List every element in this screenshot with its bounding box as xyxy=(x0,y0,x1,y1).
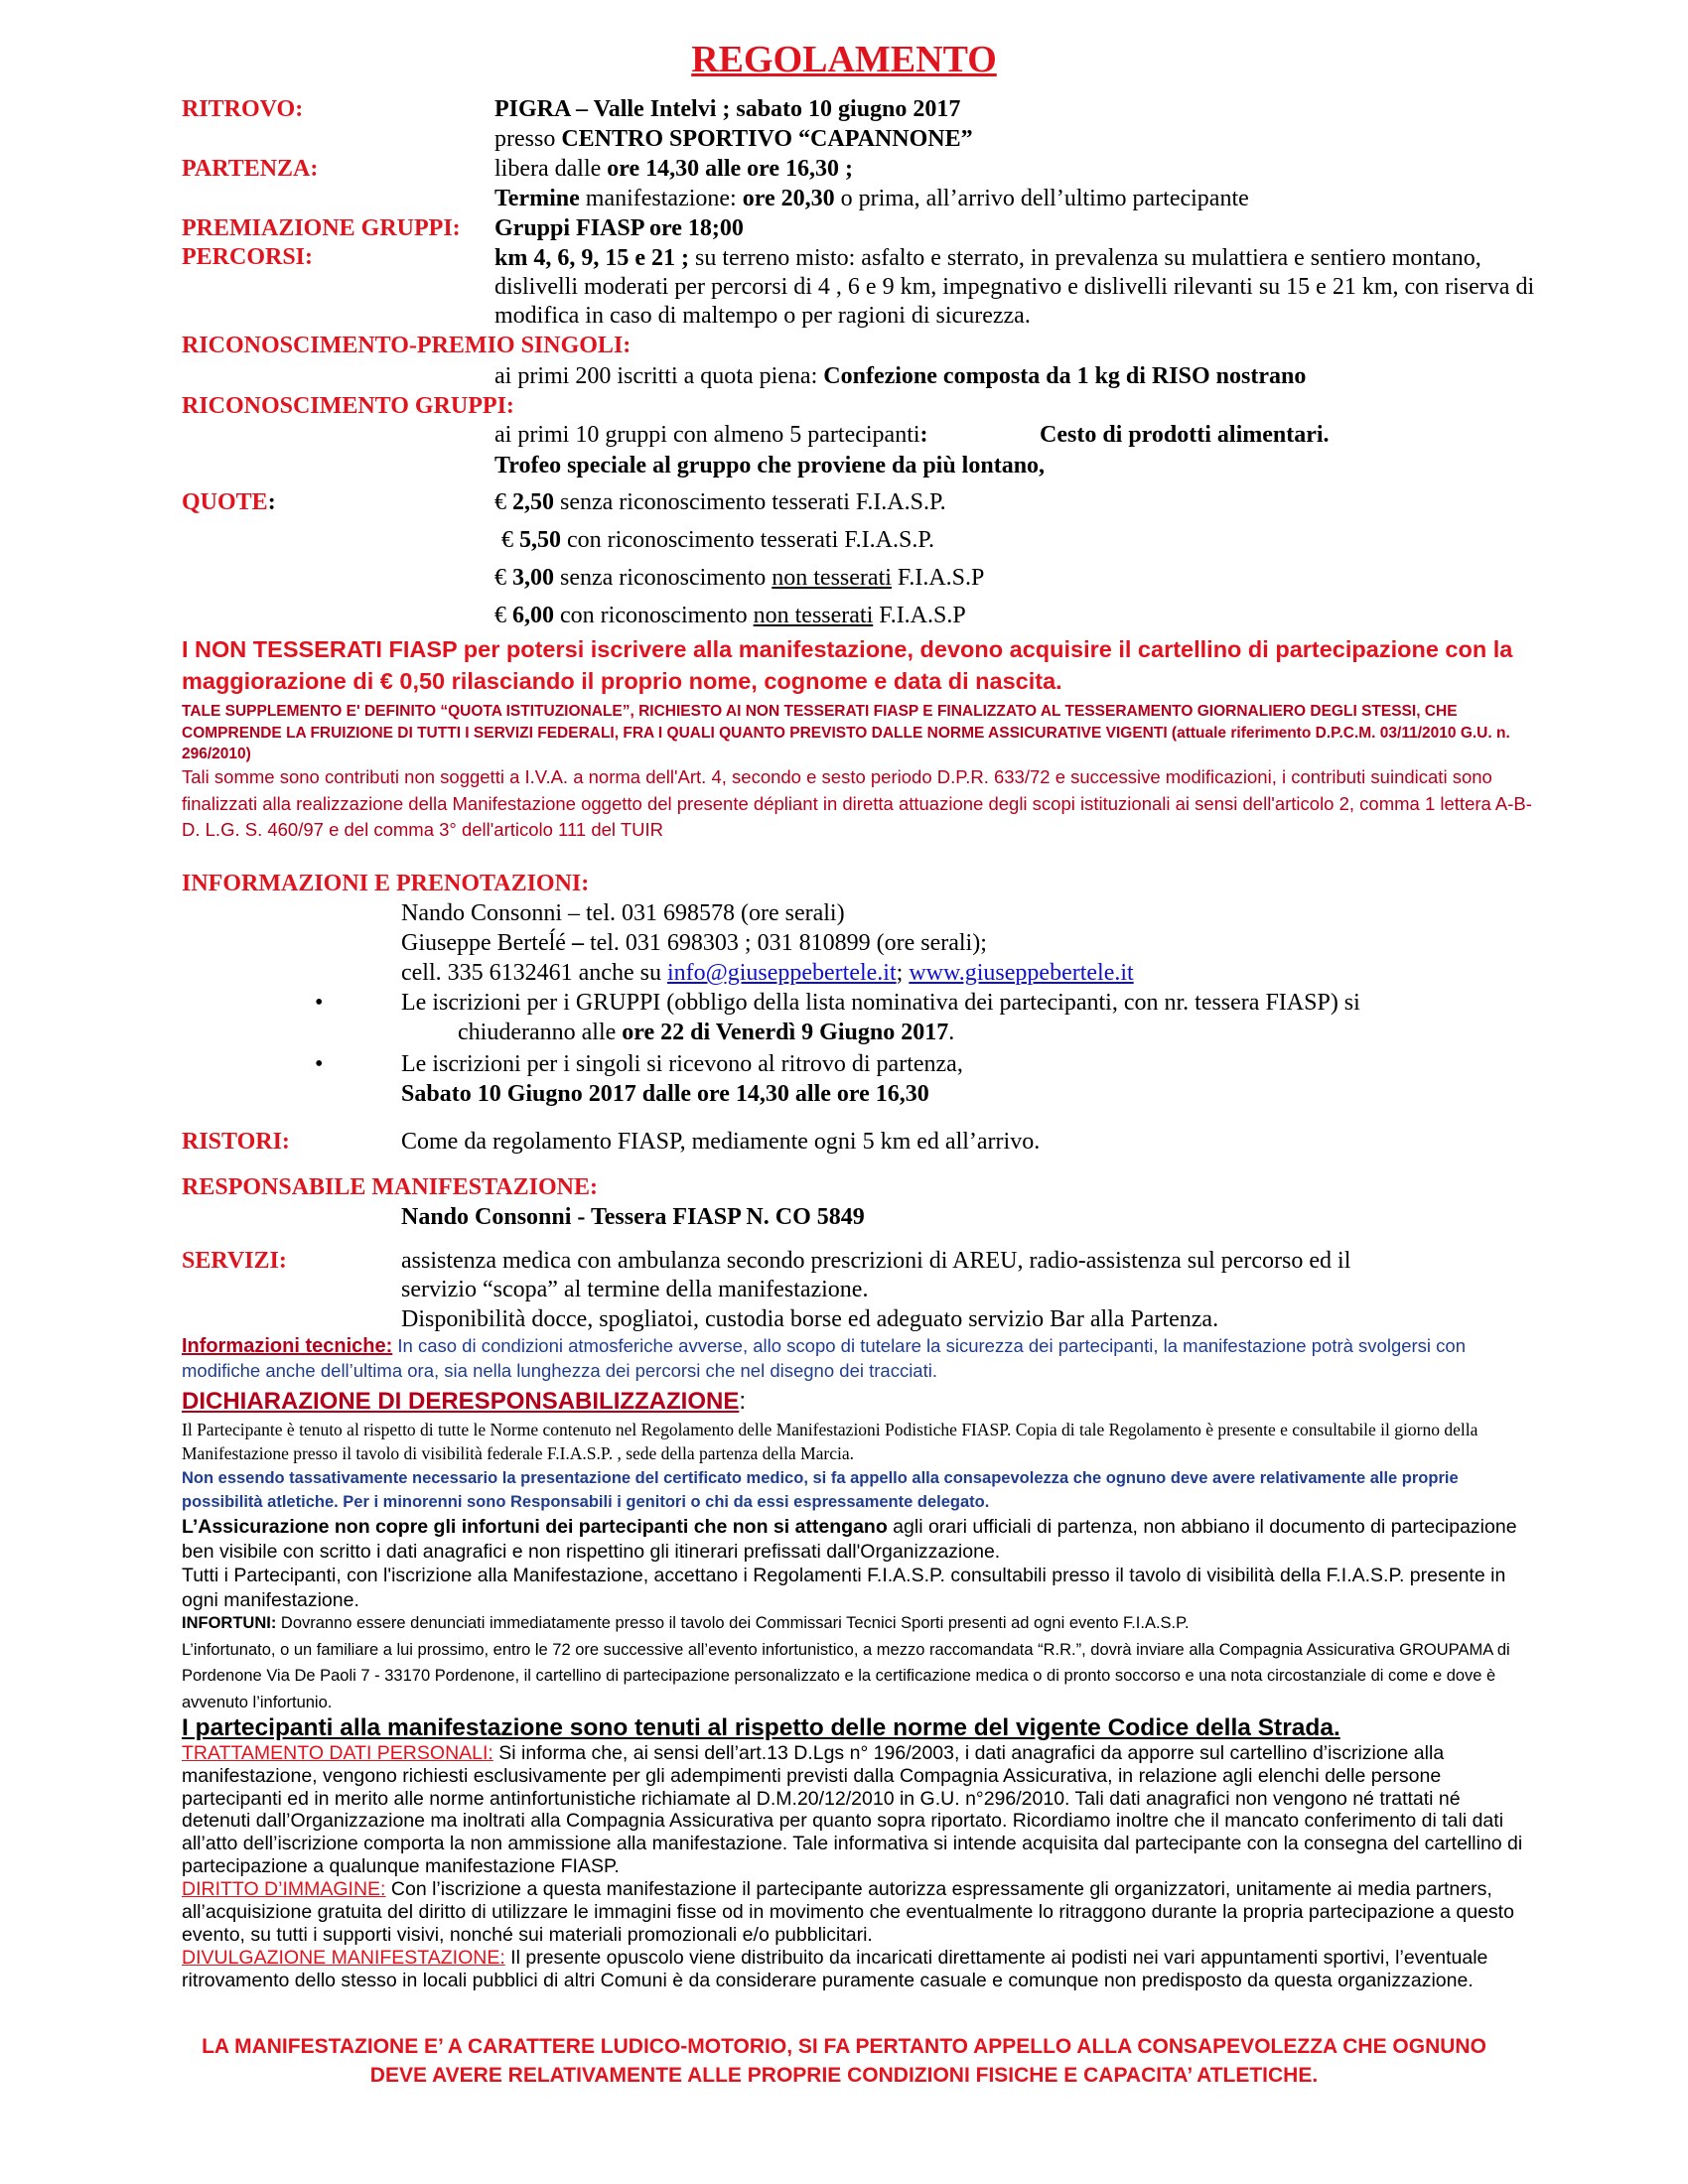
bullet-1: • xyxy=(315,990,324,1016)
ric-gruppi-label: RICONOSCIMENTO GRUPPI: xyxy=(182,393,514,419)
dichiarazione-p1: Il Partecipante è tenuto al rispetto di tutte le Norme contenuto nel Regolamento delle Manifestazioni Podistiche FIASP. Copia di tale Regolamento è presente e consultabile il giorno della Manifestazione presso il tavolo di visibilità federale F.I.A.S.P. , sede della partenza della Marcia. xyxy=(182,1420,1478,1463)
ritrovo-location: PIGRA – Valle Intelvi ; sabato 10 giugno 2017 xyxy=(494,96,961,122)
partenza-time: libera dalle ore 14,30 alle ore 16,30 ; xyxy=(494,156,854,182)
responsabile-value: Nando Consonni - Tessera FIASP N. CO 5849 xyxy=(401,1204,865,1230)
quota-4: € 6,00 con riconoscimento non tesserati F.I.A.S.P xyxy=(494,603,966,628)
ristori-text: Come da regolamento FIASP, mediamente ogni 5 km ed all’arrivo. xyxy=(401,1129,1041,1155)
contact-nando: Nando Consonni – tel. 031 698578 (ore serali) xyxy=(401,900,845,926)
codice-strada-notice: I partecipanti alla manifestazione sono tenuti al rispetto delle norme del vigente Codice della Strada. xyxy=(182,1714,1340,1741)
contact-giuseppe: Giuseppe Berteĺé – tel. 031 698303 ; 031 810899 (ore serali); xyxy=(401,930,987,956)
infortuni: INFORTUNI: Dovranno essere denunciati immediatamente presso il tavolo dei Commissari Tecnici Sporti presenti ad ogni evento F.I.A.S.P. L’infortunato, o un familiare a lui prossimo, entro le 72 ore successive all’evento infortunistico, a mezzo raccomandata “R.R.”, dovrà inviare alla Compagnia Assicurativa GROUPAMA di Pordenone Via De Paoli 7 - 33170 Pordenone, il cartellino di partecipazione personalizzato e la certificazione medica o di pronto soccorso e una nota circostanziale di come e dove è avvenuto l’infortunio. xyxy=(182,1614,1510,1711)
ric-singoli-label: RICONOSCIMENTO-PREMIO SINGOLI: xyxy=(182,333,632,358)
dichiarazione-p4: Tutti i Partecipanti, con l'iscrizione alla Manifestazione, accettano i Regolamenti F.I.A.S.P. consultabili presso il tavolo di visibilità della F.I.A.S.P. presente in ogni manifestazione. xyxy=(182,1565,1506,1611)
bullet-2: • xyxy=(315,1051,324,1077)
quota-3: € 3,00 senza riconoscimento non tesserati F.I.A.S.P xyxy=(494,565,985,591)
email-link[interactable]: info@giuseppebertele.it xyxy=(666,960,897,986)
page-title: REGOLAMENTO xyxy=(691,39,997,80)
percorsi-label: PERCORSI: xyxy=(182,244,314,270)
servizi-line3: Disponibilità docce, spogliatoi, custodia borse ed adeguato servizio Bar alla Partenza. xyxy=(401,1306,1219,1332)
contributi-notice: Tali somme sono contributi non soggetti a I.V.A. a norma dell'Art. 4, secondo e sesto periodo D.P.R. 633/72 e successive modificazioni, i contributi suindicati sono finalizzati alla realizzazione della Manifestazione oggetto del presente dépliant in diretta attuazione degli scopi istituzionali ai sensi dell'articolo 2, comma 1 lettera A-B-D. L.G. S. 460/97 e del comma 3° dell'articolo 111 del TUIR xyxy=(182,766,1532,840)
termine-manifestazione: Termine manifestazione: ore 20,30 o prima, all’arrivo dell’ultimo partecipante xyxy=(494,186,1249,211)
premiazione-value: Gruppi FIASP ore 18;00 xyxy=(494,215,744,241)
iscrizioni-gruppi-line2: chiuderanno alle ore 22 di Venerdì 9 Giugno 2017. xyxy=(458,1020,955,1045)
quote-label: QUOTE: xyxy=(182,489,276,515)
trofeo-speciale: Trofeo speciale al gruppo che proviene da più lontano, xyxy=(494,453,1046,478)
dichiarazione-p2: Non essendo tassativamente necessario la presentazione del certificato medico, si fa appello alla consapevolezza che ognuno deve avere relativamente alle proprie possibilità atletiche. Per i minorenni sono Responsabili i genitori o chi da essi espressamente delegato. xyxy=(182,1469,1459,1511)
iscrizioni-singoli-line2: Sabato 10 Giugno 2017 dalle ore 14,30 alle ore 16,30 xyxy=(401,1081,929,1107)
divulgazione-manifestazione: DIVULGAZIONE MANIFESTAZIONE: Il presente opuscolo viene distribuito da incaricati direttamente ai podisti nei vari appuntamenti sportivi, l’eventuale ritrovamento dello stesso in locali pubblici di altri Comuni è da considerare puramente casuale e comunque non predisposto da questa organizzazione. xyxy=(182,1947,1488,1991)
responsabile-label: RESPONSABILE MANIFESTAZIONE: xyxy=(182,1174,598,1200)
ric-gruppi-prize: Cesto di prodotti alimentari. xyxy=(1040,422,1330,448)
dichiarazione-p3: L’Assicurazione non copre gli infortuni dei partecipanti che non si attengano agli orari ufficiali di partenza, non abbiano il documento di partecipazione ben visibile con scritto i dati anagrafici e non rispettino gli itinerari prefissati dall'Organizzazione. xyxy=(182,1516,1517,1563)
servizi-label: SERVIZI: xyxy=(182,1248,287,1274)
final-appeal-line2: DEVE AVERE RELATIVAMENTE ALLE PROPRIE CONDIZIONI FISICHE E CAPACITA’ ATLETICHE. xyxy=(369,2064,1319,2087)
supplemento-notice: TALE SUPPLEMENTO E' DEFINITO “QUOTA ISTITUZIONALE”, RICHIESTO AI NON TESSERATI FIASP E FINALIZZATO AL TESSERAMENTO GIORNALIERO DEGLI STESSI, CHE COMPRENDE LA FRUIZIONE DI TUTTI I SERVIZI FEDERALI, FRA I QUALI QUANTO PREVISTO DALLE NORME ASSICURATIVE VIGENTI (attuale riferimento D.P.C.M. 03/11/2010 G.U. n. 296/2010) xyxy=(182,703,1510,762)
iscrizioni-gruppi-line1: Le iscrizioni per i GRUPPI (obbligo della lista nominativa dei partecipanti, con nr. tessera FIASP) si xyxy=(401,990,1360,1016)
diritto-immagine: DIRITTO D’IMMAGINE: Con l’iscrizione a questa manifestazione il partecipante autorizza espressamente gli organizzatori, unitamente ai media partners, all’acquisizione gratuita del diritto di utilizzare le immagini fisse od in movimento che eventualmente lo ritraggono durante la propria partecipazione a questo evento, su tutti i supporti visivi, nonché sui materiali promozionali e/o pubblicitari. xyxy=(182,1878,1514,1946)
non-tesserati-notice: I NON TESSERATI FIASP per potersi iscrivere alla manifestazione, devono acquisire il cartellino di partecipazione con la maggiorazione di € 0,50 rilasciando il proprio nome, cognome e data di nascita. xyxy=(182,636,1513,694)
ric-singoli-text: ai primi 200 iscritti a quota piena: Confezione composta da 1 kg di RISO nostrano xyxy=(494,363,1307,389)
quota-2: € 5,50 con riconoscimento tesserati F.I.A.S.P. xyxy=(501,527,935,553)
servizi-line2: servizio “scopa” al termine della manifestazione. xyxy=(401,1277,869,1302)
ritrovo-label: RITROVO: xyxy=(182,96,304,122)
percorsi-text: km 4, 6, 9, 15 e 21 ; su terreno misto: asfalto e sterrato, in prevalenza su mulattiera e sentiero montano, dislivelli moderati per percorsi di 4 , 6 e 9 km, impegnativo e dislivelli rilevanti su 15 e 21 km, con riserva di modifica in caso di maltempo o per ragioni di sicurezza. xyxy=(494,245,1535,329)
ric-gruppi-text: ai primi 10 gruppi con almeno 5 partecipanti: xyxy=(494,422,928,448)
info-label: INFORMAZIONI E PRENOTAZIONI: xyxy=(182,871,590,896)
final-appeal-line1: LA MANIFESTAZIONE E’ A CARATTERE LUDICO-MOTORIO, SI FA PERTANTO APPELLO ALLA CONSAPEVOLEZZA CHE OGNUNO xyxy=(202,2035,1486,2058)
premiazione-label: PREMIAZIONE GRUPPI: xyxy=(182,215,461,241)
ristori-label: RISTORI: xyxy=(182,1129,290,1155)
contact-cell: cell. 335 6132461 anche su info@giuseppebertele.it; www.giuseppebertele.it xyxy=(401,960,1134,986)
quota-1: € 2,50 senza riconoscimento tesserati F.I.A.S.P. xyxy=(494,489,946,515)
informazioni-tecniche: Informazioni tecniche: In caso di condizioni atmosferiche avverse, allo scopo di tutelare la sicurezza dei partecipanti, la manifestazione potrà svolgersi con modifiche anche dell’ultima ora, sia nella lunghezza dei percorsi che nel disegno dei tracciati. xyxy=(182,1335,1467,1381)
trattamento-dati: TRATTAMENTO DATI PERSONALI: Si informa che, ai sensi dell’art.13 D.Lgs n° 196/2003, i dati anagrafici da apporre sul cartellino d’iscrizione alla manifestazione, vengono richiesti esclusivamente per gli adempimenti previsti dalla Compagnia Assicurativa, in relazione agli elenchi delle persone partecipanti ed in merito alle norme antinfortunistiche richiamate al D.M.20/12/2010 in G.U. n°296/2010. Tali dati anagrafici non vengono né trattati né detenuti dall’Organizzazione ma inoltrati alla Compagnia Assicurativa per quanto sopra riportato. Ricordiamo inoltre che il mancato conferimento di tali dati all’atto dell’iscrizione comporta la non ammissione alla manifestazione. Tale informativa si intende acquisita dal partecipante con la consegna del cartellino di partecipazione a qualunque manifestazione FIASP. xyxy=(182,1742,1523,1877)
ritrovo-venue: presso CENTRO SPORTIVO “CAPANNONE” xyxy=(494,126,973,152)
website-link[interactable]: www.giuseppebertele.it xyxy=(909,960,1134,986)
partenza-label: PARTENZA: xyxy=(182,156,319,182)
iscrizioni-singoli-line1: Le iscrizioni per i singoli si ricevono al ritrovo di partenza, xyxy=(401,1051,963,1077)
servizi-line1: assistenza medica con ambulanza secondo prescrizioni di AREU, radio-assistenza sul percorso ed il xyxy=(401,1248,1351,1274)
dichiarazione-title: DICHIARAZIONE DI DERESPONSABILIZZAZIONE: xyxy=(182,1388,747,1415)
